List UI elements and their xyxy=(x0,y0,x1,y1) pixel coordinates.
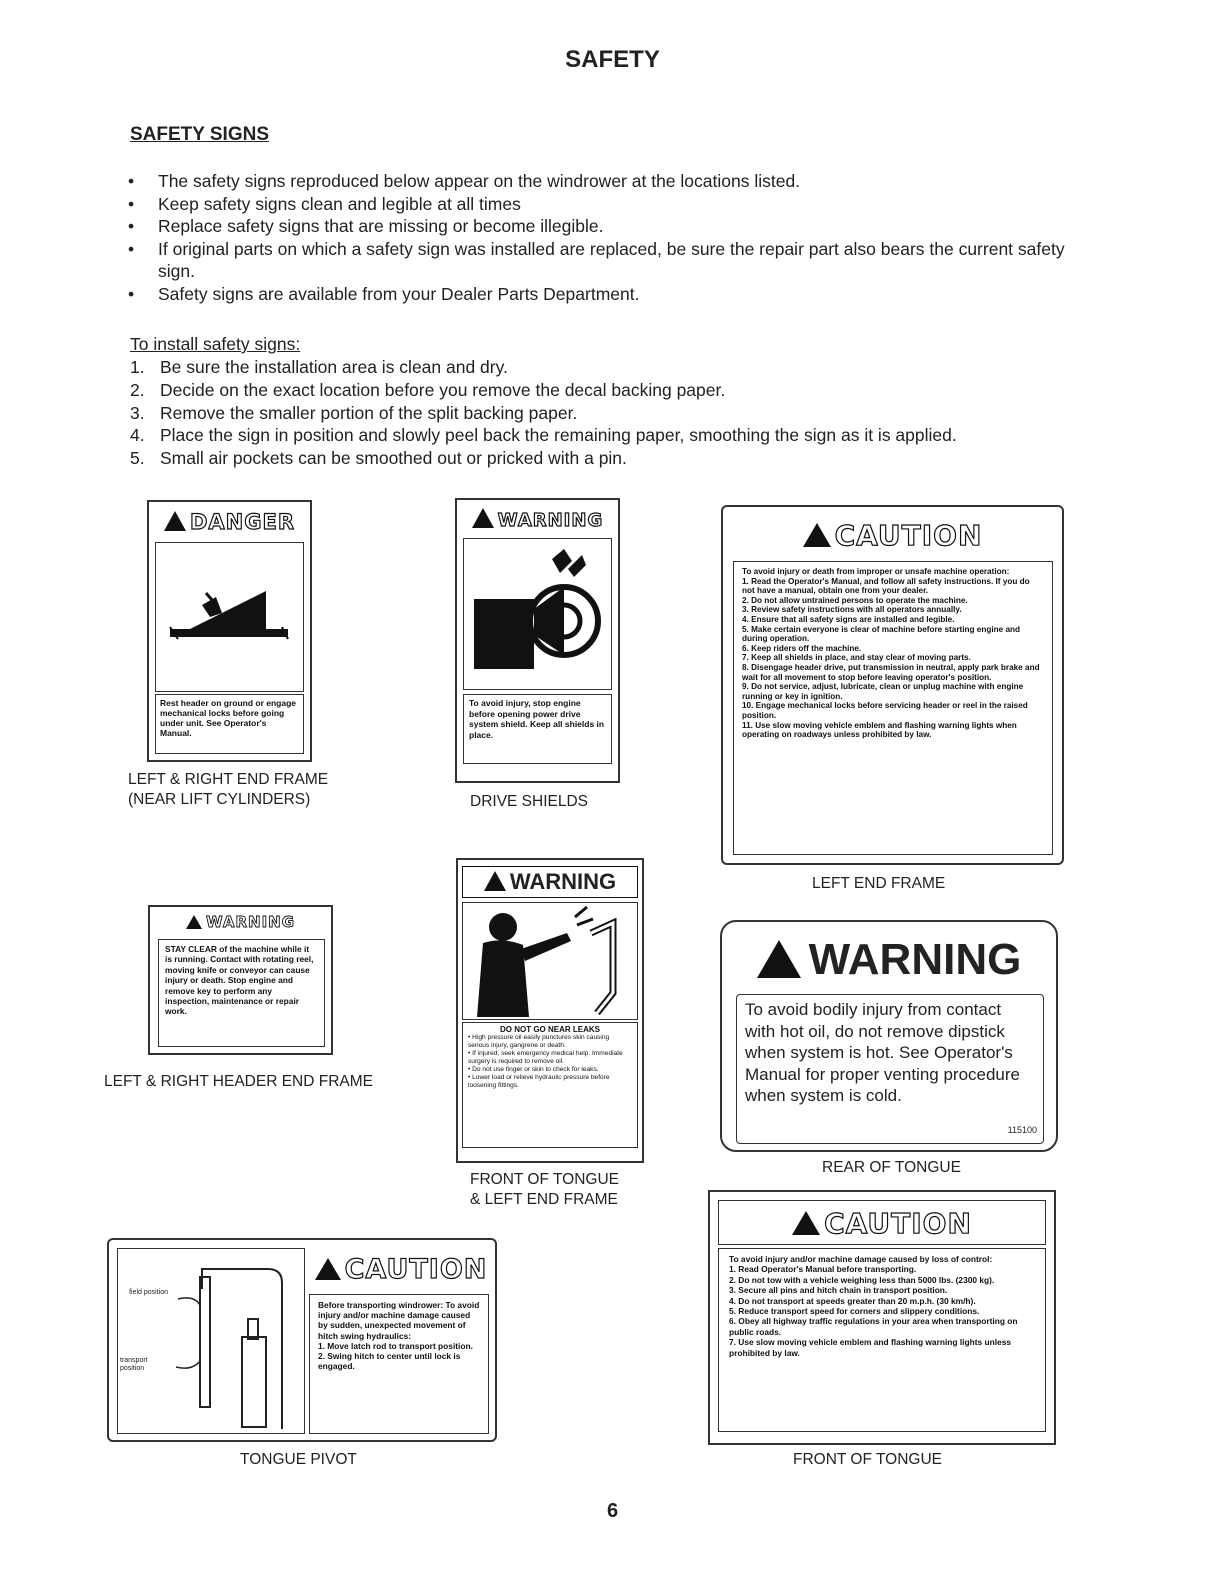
install-heading: To install safety signs: xyxy=(130,334,301,354)
list-item: 1. Read the Operator's Manual, and follow all safety instructions. If you do not have a manual, obtain one from your dealer. xyxy=(742,576,1030,596)
caution-sign-front-tongue xyxy=(708,1190,1056,1445)
warning-sign-front-tongue xyxy=(456,858,644,1163)
sign-caption: FRONT OF TONGUE xyxy=(793,1451,942,1468)
page-title: SAFETY xyxy=(565,46,660,73)
step-text: Small air pockets can be smoothed out or pricked with a pin. xyxy=(160,448,627,469)
sign-caption: REAR OF TONGUE xyxy=(822,1159,961,1176)
warning-triangle-icon xyxy=(164,511,186,531)
step-text: Be sure the installation area is clean and dry. xyxy=(160,357,508,377)
warning-triangle-icon xyxy=(315,1258,341,1280)
sign-header: DANGER xyxy=(149,510,310,534)
list-item: 1. Read Operator's Manual before transporting. xyxy=(729,1264,917,1275)
sign-header: CAUTION xyxy=(723,519,1062,552)
step-text: Remove the smaller portion of the split backing paper. xyxy=(160,402,578,423)
sign-header: CAUTION xyxy=(313,1254,489,1285)
list-item: 5. Reduce transport speed for corners and slippery conditions. xyxy=(729,1306,980,1317)
warning-sign-drive-shields xyxy=(455,498,620,783)
section-heading: SAFETY SIGNS xyxy=(130,124,270,145)
list-item: 4. Ensure that all safety signs are installed and legible. xyxy=(742,614,955,624)
sign-text-panel: To avoid injury and/or machine damage caused by loss of control: 1. Read Operator's Manual before transporting. 2. Do not tow with a vehicle weighing less than 5000 lbs. (2300 kg). 3. Secure all pins and hitch chain in transport position. 4. Do not transport at speeds greater than 20 m.p.h. (30 km/h). 5. Reduce transport speed for corners and slippery conditions. 6. Obey all highway traffic regulations in your area when transporting on public roads. 7. Use slow moving vehicle emblem and flashing warning lights unless prohibited by law. xyxy=(718,1248,1046,1432)
sign-header: WARNING xyxy=(722,936,1056,984)
sign-caption: DRIVE SHIELDS xyxy=(470,793,589,810)
list-item: 3. Review safety instructions with all operators annually. xyxy=(742,605,962,615)
list-item: • High pressure oil easily punctures skin causing serious injury, gangrene or death. xyxy=(468,1034,610,1049)
list-item: • Safety signs are available from your Dealer Parts Department. xyxy=(128,283,1078,306)
bullet-list xyxy=(128,170,1078,305)
list-item: 6. Keep riders off the machine. xyxy=(742,643,862,653)
steps-list xyxy=(130,356,1090,470)
list-item: 8. Disengage header drive, put transmission in neutral, apply park brake and wait for all movement to stop before leaving operator's position. xyxy=(742,662,1040,682)
sign-caption: FRONT OF TONGUE & LEFT END FRAME xyxy=(470,1171,619,1208)
list-item: 10. Engage mechanical locks before servicing header or reel in the raised position. xyxy=(742,701,1028,720)
sign-caption: LEFT END FRAME xyxy=(812,875,946,892)
list-item: • Keep safety signs clean and legible at all times xyxy=(128,193,1078,216)
list-item: • Do not use finger or skin to check for leaks. xyxy=(468,1066,599,1073)
part-number: 115100 xyxy=(1007,1124,1037,1135)
caution-sign-tongue-pivot xyxy=(107,1238,497,1442)
list-item: 11. Use slow moving vehicle emblem and flashing warning lights when operating on roadways unless prohibited by law. xyxy=(742,720,1017,740)
hitch-latch-diagram xyxy=(118,1249,304,1433)
warning-triangle-icon xyxy=(803,523,831,547)
crush-hazard-icon xyxy=(156,543,302,689)
list-item xyxy=(130,379,1090,402)
hitch-diagram-panel xyxy=(117,1248,305,1434)
step-number: 4. xyxy=(130,425,145,446)
sign-header: WARNING xyxy=(457,508,618,531)
field-position-label: field position xyxy=(129,1289,168,1296)
list-item xyxy=(130,402,1090,425)
sign-header: CAUTION xyxy=(718,1200,1046,1245)
list-item: 2. Do not tow with a vehicle weighing less than 5000 lbs. (2300 kg). xyxy=(729,1274,995,1285)
list-item: 1. Move latch rod to transport position. xyxy=(318,1340,473,1351)
sign-header: WARNING xyxy=(462,866,638,898)
entanglement-icon xyxy=(464,539,610,687)
warning-triangle-icon xyxy=(186,915,202,929)
sign-text-panel: DO NOT GO NEAR LEAKS • High pressure oil easily punctures skin causing serious injury, gangrene or death. • If injured, seek emergency medical help. Immediate surgery is required to remove oil. • Do not use finger or skin to check for leaks. • Lower load or relieve hydraulic pressure before loosening fittings. xyxy=(462,1022,638,1148)
sign-text-panel: Before transporting windrower: To avoid injury and/or machine damage caused by sudden, unexpected movement of hitch swing hydraulics: 1. Move latch rod to transport position. 2. Swing hitch to center until lock is engaged. xyxy=(309,1294,489,1434)
step-text: Decide on the exact location before you remove the decal backing paper. xyxy=(160,379,726,400)
sign-header: WARNING xyxy=(150,913,331,931)
high-pressure-fluid-icon xyxy=(463,903,635,1017)
sign-pictogram-frame xyxy=(155,542,304,692)
sign-text-panel: To avoid bodily injury from contact with hot oil, do not remove dipstick when system is hot. See Operator's Manual for proper venting procedure when system is cold. 115100 xyxy=(736,994,1044,1144)
list-item: 5. Make certain everyone is clear of machine before starting engine and during operation. xyxy=(742,624,1021,644)
list-item: 3. Secure all pins and hitch chain in transport position. xyxy=(729,1285,948,1296)
list-item: 2. Swing hitch to center until lock is engaged. xyxy=(318,1351,461,1372)
warning-triangle-icon xyxy=(757,940,801,978)
list-item: • Replace safety signs that are missing or become illegible. xyxy=(128,215,1078,238)
warning-sign-rear-tongue xyxy=(720,920,1058,1152)
step-number: 3. xyxy=(130,402,145,423)
step-number: 5. xyxy=(130,448,145,469)
list-item: 7. Use slow moving vehicle emblem and flashing warning lights unless prohibited by law. xyxy=(729,1337,1012,1358)
sign-text-panel: To avoid injury or death from improper or unsafe machine operation: 1. Read the Operator's Manual, and follow all safety instructions. If you do not have a manual, obtain one from your dealer. 2. Do not allow untrained persons to operate the machine. 3. Review safety instructions with all operators annually. 4. Ensure that all safety signs are installed and legible. 5. Make certain everyone is clear of machine before starting engine and during operation. 6. Keep riders off the machine. 7. Keep all shields in place, and stay clear of moving parts. 8. Disengage header drive, put transmission in neutral, apply park brake and wait for all movement to stop before leaving operator's position. 9. Do not service, adjust, lubricate, clean or unplug machine with engine running or key in ignition. 10. Engage mechanical locks before servicing header or reel in the raised position. 11. Use slow moving vehicle emblem and flashing warning lights when operating on roadways unless prohibited by law. xyxy=(733,561,1053,855)
page-number: 6 xyxy=(606,1500,619,1522)
list-item xyxy=(130,447,1090,470)
list-item: 4. Do not transport at speeds greater than 20 m.p.h. (30 km/h). xyxy=(729,1295,976,1306)
sign-text-panel: STAY CLEAR of the machine while it is running. Contact with rotating reel, moving knife or conveyor can cause injury or death. Stop engine and remove key to perform any inspection, maintenance or repair work. xyxy=(158,939,325,1047)
sign-pictogram-frame xyxy=(462,902,638,1020)
list-item xyxy=(130,424,1090,447)
warning-triangle-icon xyxy=(792,1211,820,1235)
step-number: 2. xyxy=(130,379,145,400)
sign-caption: TONGUE PIVOT xyxy=(240,1451,357,1468)
danger-sign xyxy=(147,500,312,762)
step-number: 1. xyxy=(130,357,145,377)
sign-caption: LEFT & RIGHT END FRAME (NEAR LIFT CYLINDERS) xyxy=(128,771,329,808)
list-item: • The safety signs reproduced below appear on the windrower at the locations listed. xyxy=(128,170,1078,193)
list-item: • If original parts on which a safety sign was installed are replaced, be sure the repair part also bears the current safety sign. xyxy=(128,238,1078,283)
caution-sign-left-end-frame xyxy=(721,505,1064,865)
list-item: 7. Keep all shields in place, and stay clear of moving parts. xyxy=(742,653,971,663)
warning-sign-header-end-frame xyxy=(148,905,333,1055)
list-item xyxy=(130,356,1090,379)
list-item: 9. Do not service, adjust, lubricate, clean or unplug machine with engine running or key in ignition. xyxy=(742,682,1024,701)
sign-pictogram-frame xyxy=(463,538,612,690)
transport-position-label: transport position xyxy=(120,1357,148,1372)
list-item: 2. Do not allow untrained persons to operate the machine. xyxy=(742,595,968,605)
warning-triangle-icon xyxy=(484,871,506,891)
sign-caption: LEFT & RIGHT HEADER END FRAME xyxy=(104,1073,373,1090)
list-item: • Lower load or relieve hydraulic pressure before loosening fittings. xyxy=(468,1074,610,1089)
warning-triangle-icon xyxy=(472,508,494,528)
step-text: Place the sign in position and slowly peel back the remaining paper, smoothing the sign as it is applied. xyxy=(160,425,957,446)
list-item: 6. Obey all highway traffic regulations in your area when transporting on public roads. xyxy=(729,1316,1018,1337)
list-item: • If injured, seek emergency medical help. Immediate surgery is required to remove oil. xyxy=(468,1050,623,1065)
sign-text-panel: Rest header on ground or engage mechanical locks before going under unit. See Operator's Manual. xyxy=(155,694,304,754)
sign-text-panel: To avoid injury, stop engine before opening power drive system shield. Keep all shields in place. xyxy=(463,694,612,764)
